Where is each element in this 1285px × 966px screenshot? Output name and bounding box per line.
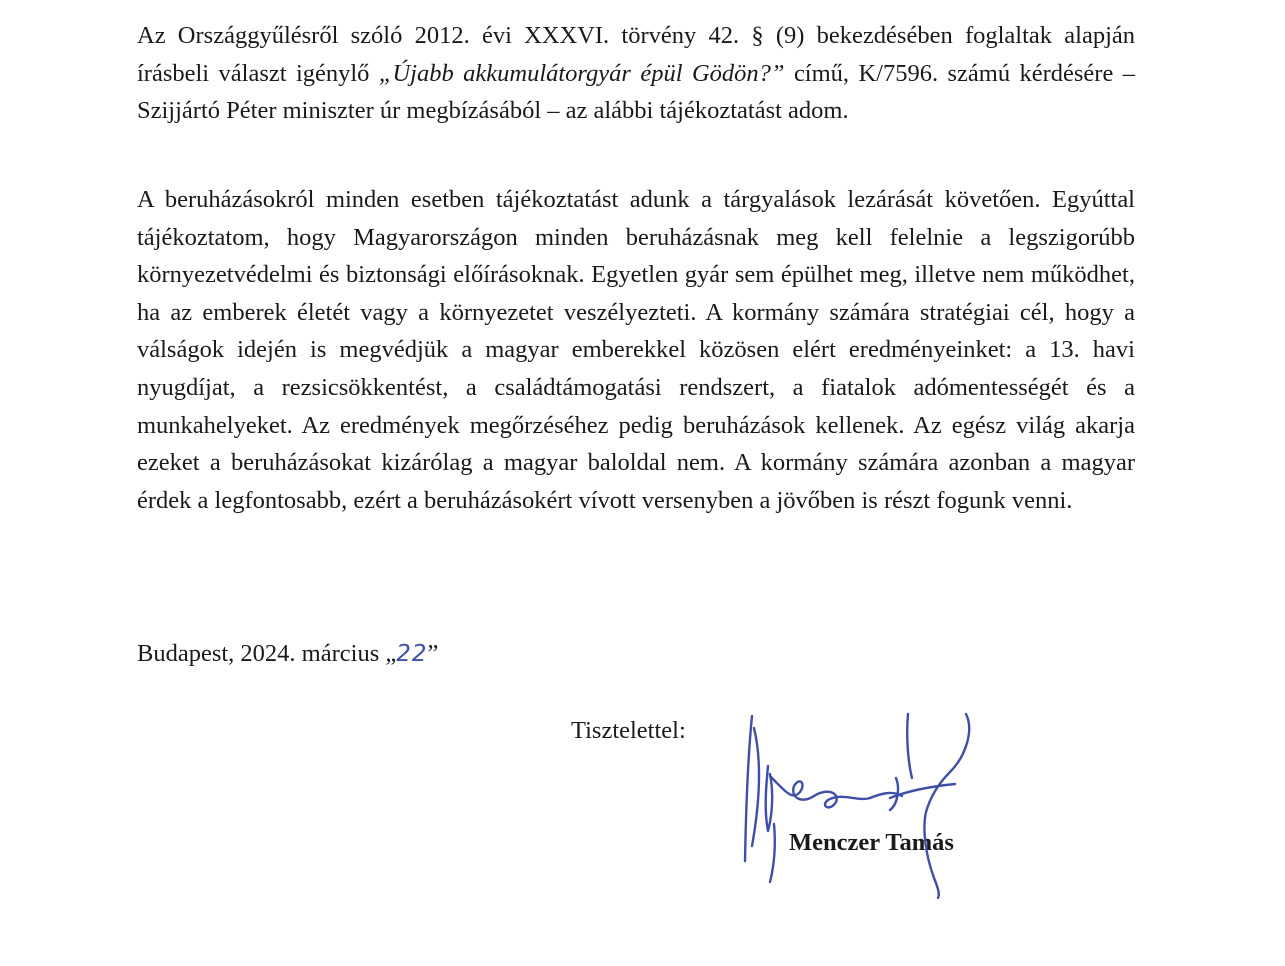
handwritten-signature [730,706,990,906]
dateline-prefix: Budapest, 2024. március [137,640,386,667]
intro-text-before-title: Az Országgyűlésről szóló 2012. évi XXXVI. törvény 42. § (9) bekezdésében foglaltak alapján írásbeli választ igénylő [137,22,1135,87]
closing-greeting: Tisztelettel: [571,717,686,744]
body-paragraph: A beruházásokról minden esetben tájékoztatást adunk a tárgyalások lezárását követően. Egyúttal tájékoztatom, hogy Magyarországon minden beruházásnak meg kell felelnie a legszigorúbb környezetvédelmi és biztonsági előírásoknak. Egyetlen gyár sem épülhet meg, illetve nem működhet, ha az emberek életét vagy a környezetet veszélyezteti. A kormány számára stratégiai cél, hogy a válságok idején is megvédjük a magyar emberekkel közösen elért eredményeinket: a 13. havi nyugdíjat, a rezsicsökkentést, a családtámogatási rendszert, a fiatalok adómentességét és a munkahelyeket. Az eredmények megőrzéséhez pedig beruházások kellenek. Az egész világ akarja ezeket a beruházásokat kizárólag a magyar baloldal nem. A kormány számára azonban a magyar érdek a legfontosabb, ezért a beruházásokért vívott versenyben a jövőben is részt fogunk venni. [137,186,1135,514]
handwritten-day: 22 [396,641,428,667]
dateline-close-quote: ” [427,640,439,667]
intro-text-after-title: című, K/7596. számú kérdésére – Szijjártó Péter miniszter úr megbízásából – az alábbi tájékoztatást adom. [137,59,1135,125]
question-title: „Újabb akkumulátorgyár épül Gödön?” [378,59,785,87]
dateline [137,635,438,673]
signatory-name: Menczer Tamás [789,829,954,856]
signature-strokes [745,714,969,898]
intro-paragraph [137,17,1135,130]
dateline-open-quote: „ [385,640,397,667]
